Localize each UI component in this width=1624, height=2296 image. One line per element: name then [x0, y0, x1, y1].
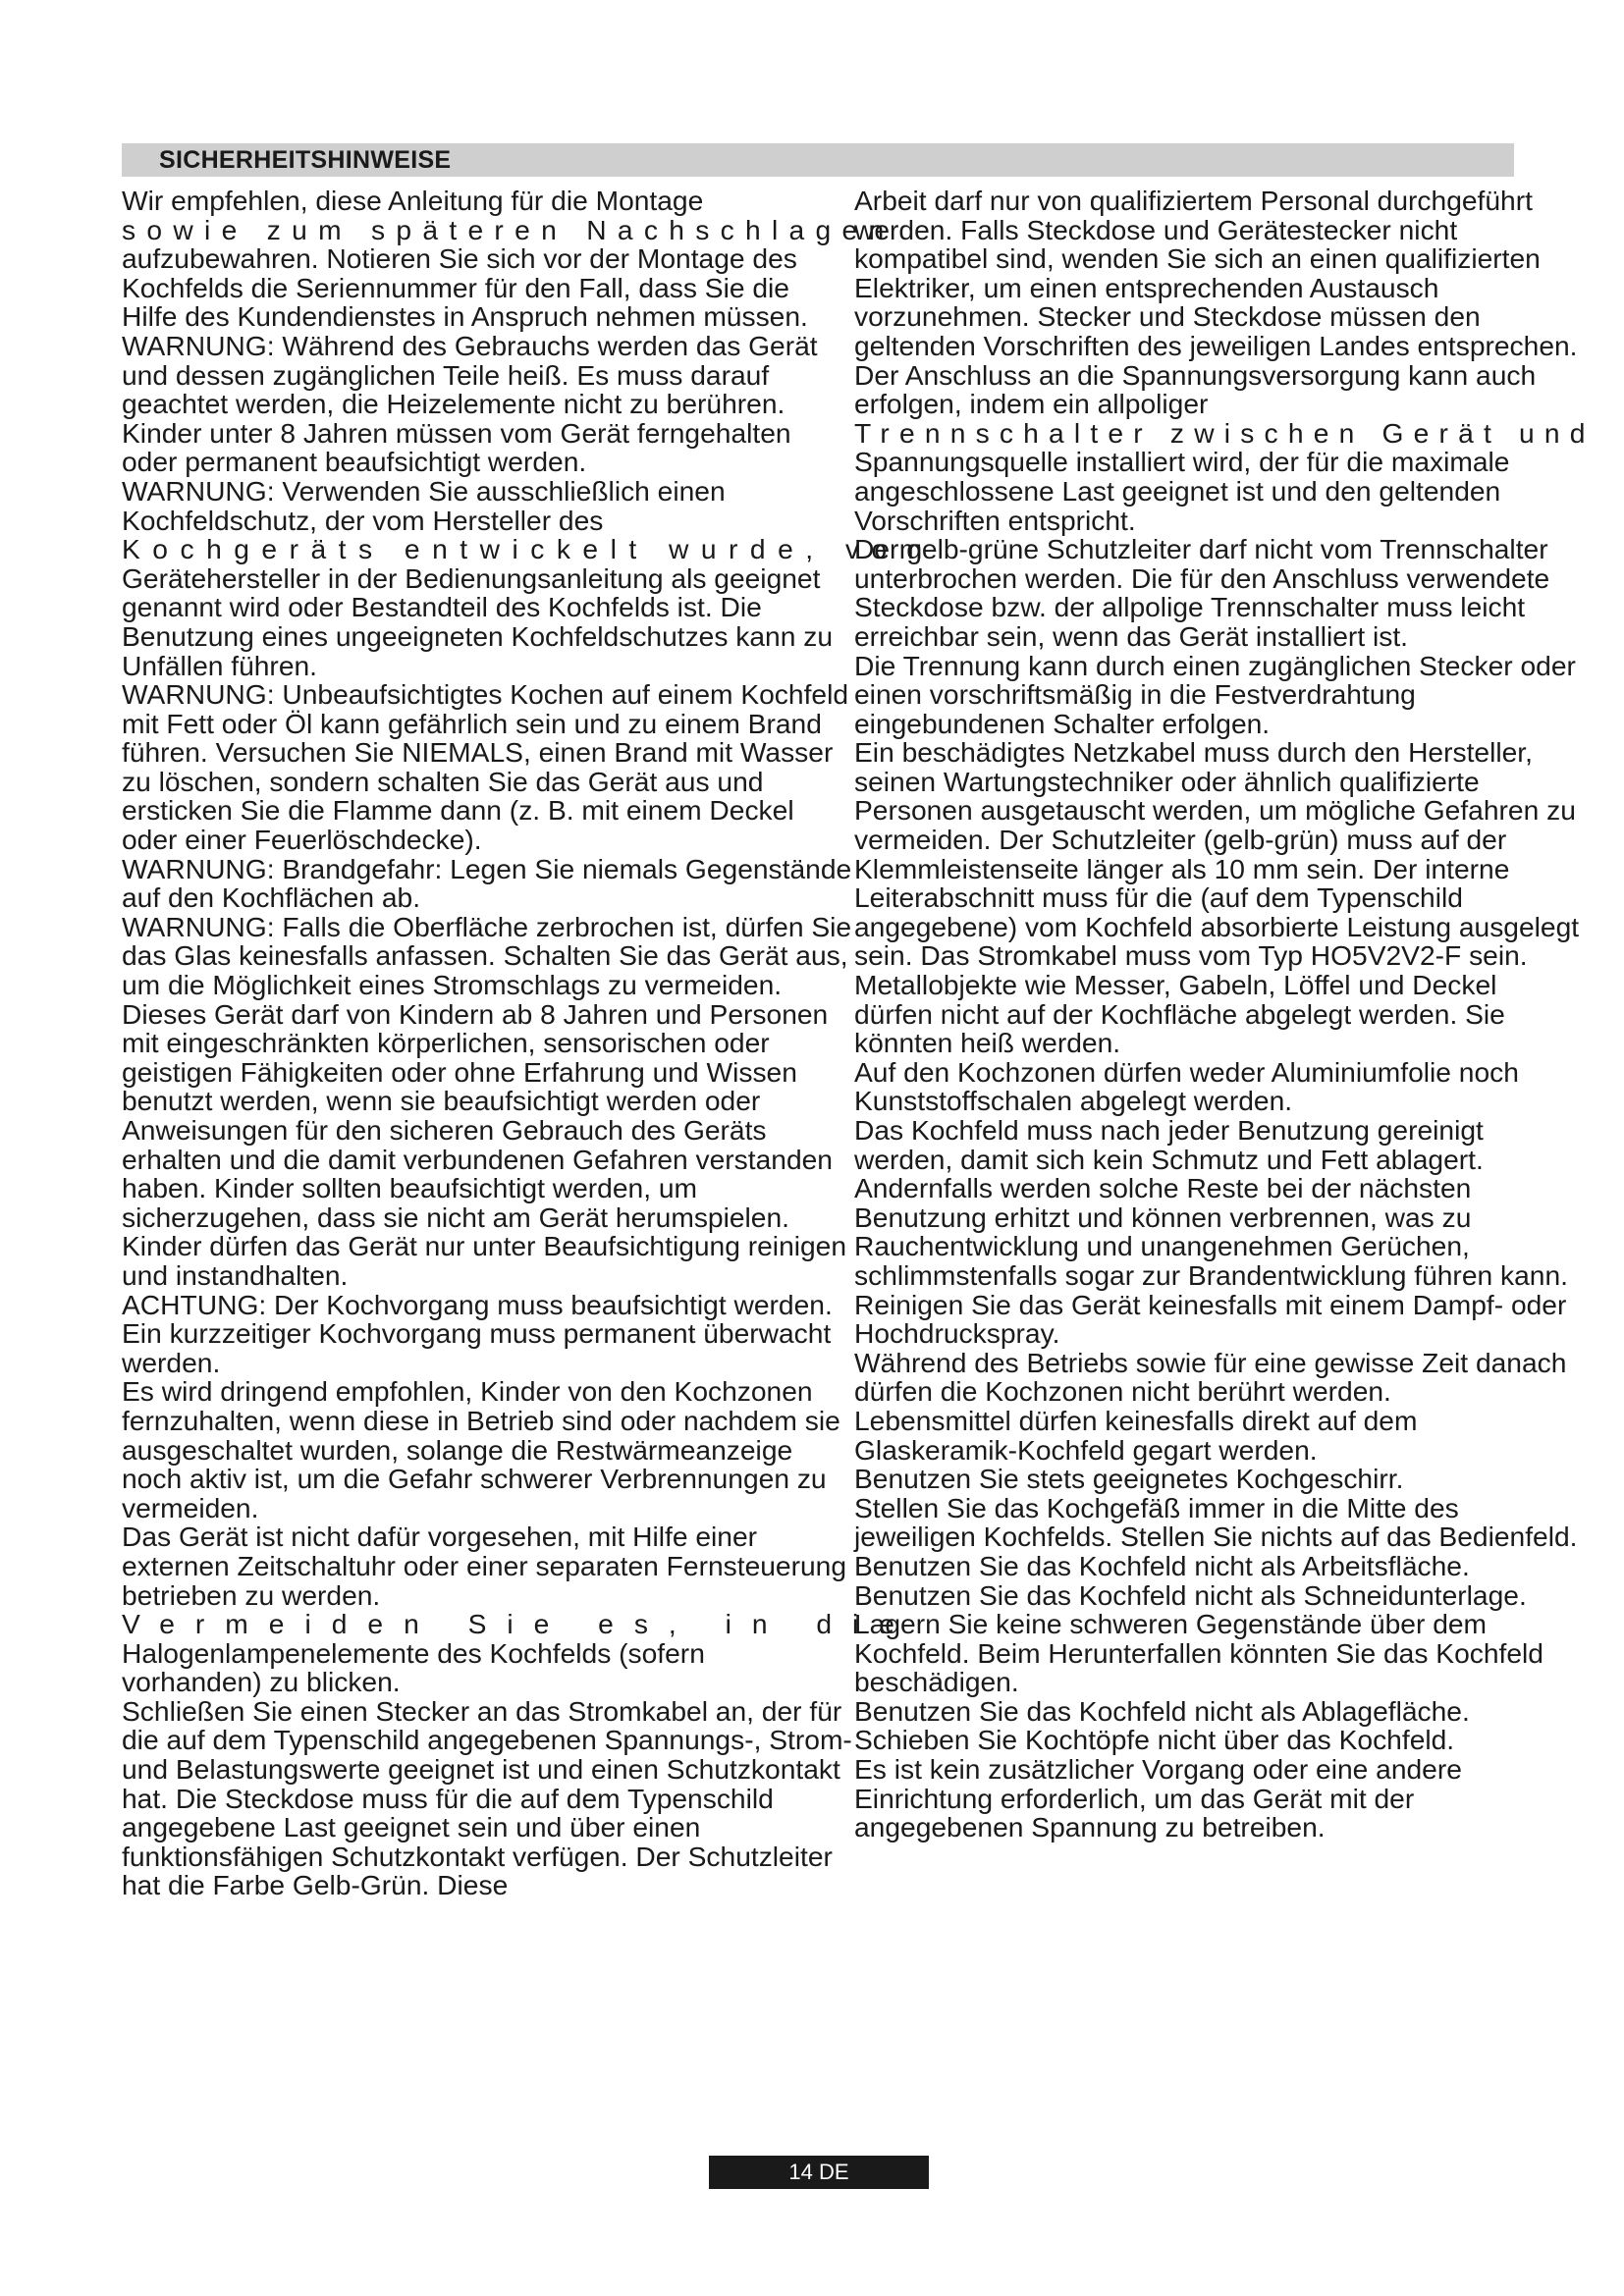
warning-hob-guard-line-2: Kochgeräts entwickelt wurde, vom [122, 533, 935, 565]
warning-hot-parts: WARNUNG: Während des Gebrauchs werden das Gerät und dessen zugänglichen Teile heiß. Es muss darauf geachtet werden, die Heizelemente nicht zu berühren. Kinder unter 8 Jahren müssen vom Gerät ferngehalten oder permanent beaufsichtigt werden. [122, 329, 818, 478]
not-storage-paragraph: Benutzen Sie das Kochfeld nicht als Ablagefläche. [854, 1694, 1470, 1727]
caution-supervised-cooking: ACHTUNG: Der Kochvorgang muss beaufsichtigt werden. Ein kurzzeitiger Kochvorgang muss permanent überwacht werden. [122, 1288, 833, 1378]
keep-children-away-paragraph: Es wird dringend empfohlen, Kinder von den Kochzonen fernzuhalten, wenn diese in Betrieb sind oder nachdem sie ausgeschaltet wurden, solange die Restwärmeanzeige noch aktiv ist, um die Gefahr schwerer Verbrennungen zu vermeiden. [122, 1375, 840, 1523]
section-title: SICHERHEITSHINWEISE [159, 146, 452, 174]
do-not-touch-zones-paragraph: Während des Betriebs sowie für eine gewisse Zeit danach dürfen die Kochzonen nicht berührt werden. [854, 1346, 1567, 1408]
warning-hob-guard-rest: Gerätehersteller in der Bedienungsanleitung als geeignet genannt wird oder Bestandteil des Kochfelds ist. Die Benutzung eines ungeeigneten Kochfeldschutzes kann zu Unfällen führen. [122, 561, 834, 681]
plug-connection-paragraph: Schließen Sie einen Stecker an das Stromkabel an, der für die auf dem Typenschild angegebenen Spannungs-, Strom- und Belastungswerte geeignet ist und einen Schutzkontakt hat. Die Steckdose muss für die auf dem Typenschild angegebene Last geeignet sein und über einen funktionsfähigen Schutzkontakt verfügen. Der Schutzleiter hat die Farbe Gelb-Grün. Diese [122, 1694, 852, 1901]
intro-paragraph-rest: aufzubewahren. Notieren Sie sich vor der Montage des Kochfelds die Seriennummer für den Fall, dass Sie die Hilfe des Kundendienstes in Anspruch nehmen müssen. [122, 242, 808, 333]
isolating-switch-line-2: Trennschalter zwischen Gerät und [854, 416, 1596, 449]
warning-hob-guard-line-1: WARNUNG: Verwenden Sie ausschließlich einen Kochfeldschutz, der vom Hersteller des [122, 474, 726, 536]
left-text-column [122, 185, 935, 1901]
suitable-cookware-paragraph: Benutzen Sie stets geeignetes Kochgeschirr. [854, 1463, 1404, 1495]
section-header-bar [122, 143, 1514, 177]
qualified-personnel-paragraph: Arbeit darf nur von qualifiziertem Personal durchgeführt werden. Falls Steckdose und Gerätestecker nicht kompatibel sind, wenden Sie sich an einen qualifizierten Elektriker, um einen entsprechenden Austausch vorzunehmen. Stecker und Steckdose müssen den geltenden Vorschriften des jeweiligen Landes entsprechen. [854, 185, 1578, 361]
right-text-column [854, 185, 1596, 1843]
halogen-warning-line-1: Vermeiden Sie es, in die [122, 1608, 915, 1640]
earth-conductor-paragraph: Der gelb-grüne Schutzleiter darf nicht vom Trennschalter unterbrochen werden. Die für den Anschluss verwendete Steckdose bzw. der allpolige Trennschalter muss leicht erreichbar sein, wenn das Gerät installiert ist. [854, 533, 1550, 652]
no-direct-food-paragraph: Lebensmittel dürfen keinesfalls direkt auf dem Glaskeramik-Kochfeld gegart werden. [854, 1404, 1418, 1466]
center-cookware-paragraph: Stellen Sie das Kochgefäß immer in die Mitte des jeweiligen Kochfelds. Stellen Sie nichts auf das Bedienfeld. [854, 1491, 1578, 1553]
voltage-operation-paragraph: Es ist kein zusätzlicher Vorgang oder eine andere Einrichtung erforderlich, um das Gerät mit der angegebenen Spannung zu betreiben. [854, 1753, 1462, 1843]
no-heavy-objects-paragraph: Lagern Sie keine schweren Gegenstände über dem Kochfeld. Beim Herunterfallen könnten Sie das Kochfeld beschädigen. [854, 1608, 1543, 1698]
no-sliding-pots-paragraph: Schieben Sie Kochtöpfe nicht über das Kochfeld. [854, 1724, 1455, 1756]
warning-broken-surface: WARNUNG: Falls die Oberfläche zerbrochen ist, dürfen Sie das Glas keinesfalls anfassen. Schalten Sie das Gerät aus, um die Möglichkeit eines Stromschlags zu vermeiden. [122, 910, 852, 1001]
not-worktop-paragraph: Benutzen Sie das Kochfeld nicht als Arbeitsfläche. [854, 1549, 1470, 1581]
page-number-badge: 14 DE [709, 2156, 929, 2189]
warning-unattended-cooking: WARNUNG: Unbeaufsichtigtes Kochen auf einem Kochfeld mit Fett oder Öl kann gefährlich sein und zu einem Brand führen. Versuchen Sie NIEMALS, einen Brand mit Wasser zu löschen, sondern schalten Sie das Gerät aus und ersticken Sie die Flamme dann (z. B. mit einem Deckel oder einer Feuerlöschdecke). [122, 678, 849, 856]
children-usage-paragraph: Dieses Gerät darf von Kindern ab 8 Jahren und Personen mit eingeschränkten körperlichen, sensorischen oder geistigen Fähigkeiten oder ohne Erfahrung und Wissen benutzt werden, wenn sie beaufsichtigt werden oder Anweisungen für den sicheren Gebrauch des Geräts erhalten und die damit verbundenen Gefahren verstanden haben. Kinder sollten beaufsichtigt werden, um sicherzugehen, dass sie nicht am Gerät herumspielen. Kinder dürfen das Gerät nur unter Beaufsichtigung reinigen und instandhalten. [122, 997, 847, 1291]
not-cutting-board-paragraph: Benutzen Sie das Kochfeld nicht als Schneidunterlage. [854, 1578, 1527, 1611]
cleaning-after-use-paragraph: Das Kochfeld muss nach jeder Benutzung gereinigt werden, damit sich kein Schmutz und Fett ablagert. Andernfalls werden solche Reste bei der nächsten Benutzung erhitzt und können verbrennen, was zu Rauchentwicklung und unangenehmen Gerüchen, schlimmstenfalls sogar zur Brandentwicklung führen kann. [854, 1114, 1568, 1291]
isolating-switch-line-1: Der Anschluss an die Spannungsversorgung kann auch erfolgen, indem ein allpoliger [854, 358, 1537, 420]
damaged-cable-paragraph: Ein beschädigtes Netzkabel muss durch den Hersteller, seinen Wartungstechniker oder ähnlich qualifizierte Personen ausgetauscht werden, um mögliche Gefahren zu vermeiden. Der Schutzleiter (gelb-grün) muss auf der Klemmleistenseite länger als 10 mm sein. Der interne Leiterabschnitt muss für die (auf dem Typenschild angegebene) vom Kochfeld absorbierte Leistung ausgelegt sein. Das Stromkabel muss vom Typ HO5V2V2-F sein. [854, 736, 1580, 972]
no-external-timer-paragraph: Das Gerät ist nicht dafür vorgesehen, mit Hilfe einer externen Zeitschaltuhr oder einer separaten Fernsteuerung betrieben zu werden. [122, 1521, 847, 1611]
isolating-switch-rest: Spannungsquelle installiert wird, der für die maximale angeschlossene Last geeignet ist und den geltenden Vorschriften entspricht. [854, 446, 1510, 536]
warning-fire-hazard: WARNUNG: Brandgefahr: Legen Sie niemals Gegenstände auf den Kochflächen ab. [122, 852, 852, 914]
halogen-warning-rest: Halogenlampenelemente des Kochfelds (sofern vorhanden) zu blicken. [122, 1636, 705, 1698]
metal-objects-paragraph: Metallobjekte wie Messer, Gabeln, Löffel und Deckel dürfen nicht auf der Kochfläche abgelegt werden. Sie könnten heiß werden. [854, 969, 1505, 1059]
intro-paragraph-line-1: Wir empfehlen, diese Anleitung für die Montage [122, 185, 704, 216]
aluminium-foil-paragraph: Auf den Kochzonen dürfen weder Aluminiumfolie noch Kunststoffschalen abgelegt werden. [854, 1055, 1519, 1117]
no-steam-cleaner-paragraph: Reinigen Sie das Gerät keinesfalls mit einem Dampf- oder Hochdruckspray. [854, 1288, 1567, 1350]
disconnection-paragraph: Die Trennung kann durch einen zugänglichen Stecker oder einen vorschriftsmäßig in die Festverdrahtung eingebundenen Schalter erfolgen. [854, 649, 1576, 739]
intro-paragraph-line-2: sowie zum späteren Nachschlagen [122, 213, 895, 245]
